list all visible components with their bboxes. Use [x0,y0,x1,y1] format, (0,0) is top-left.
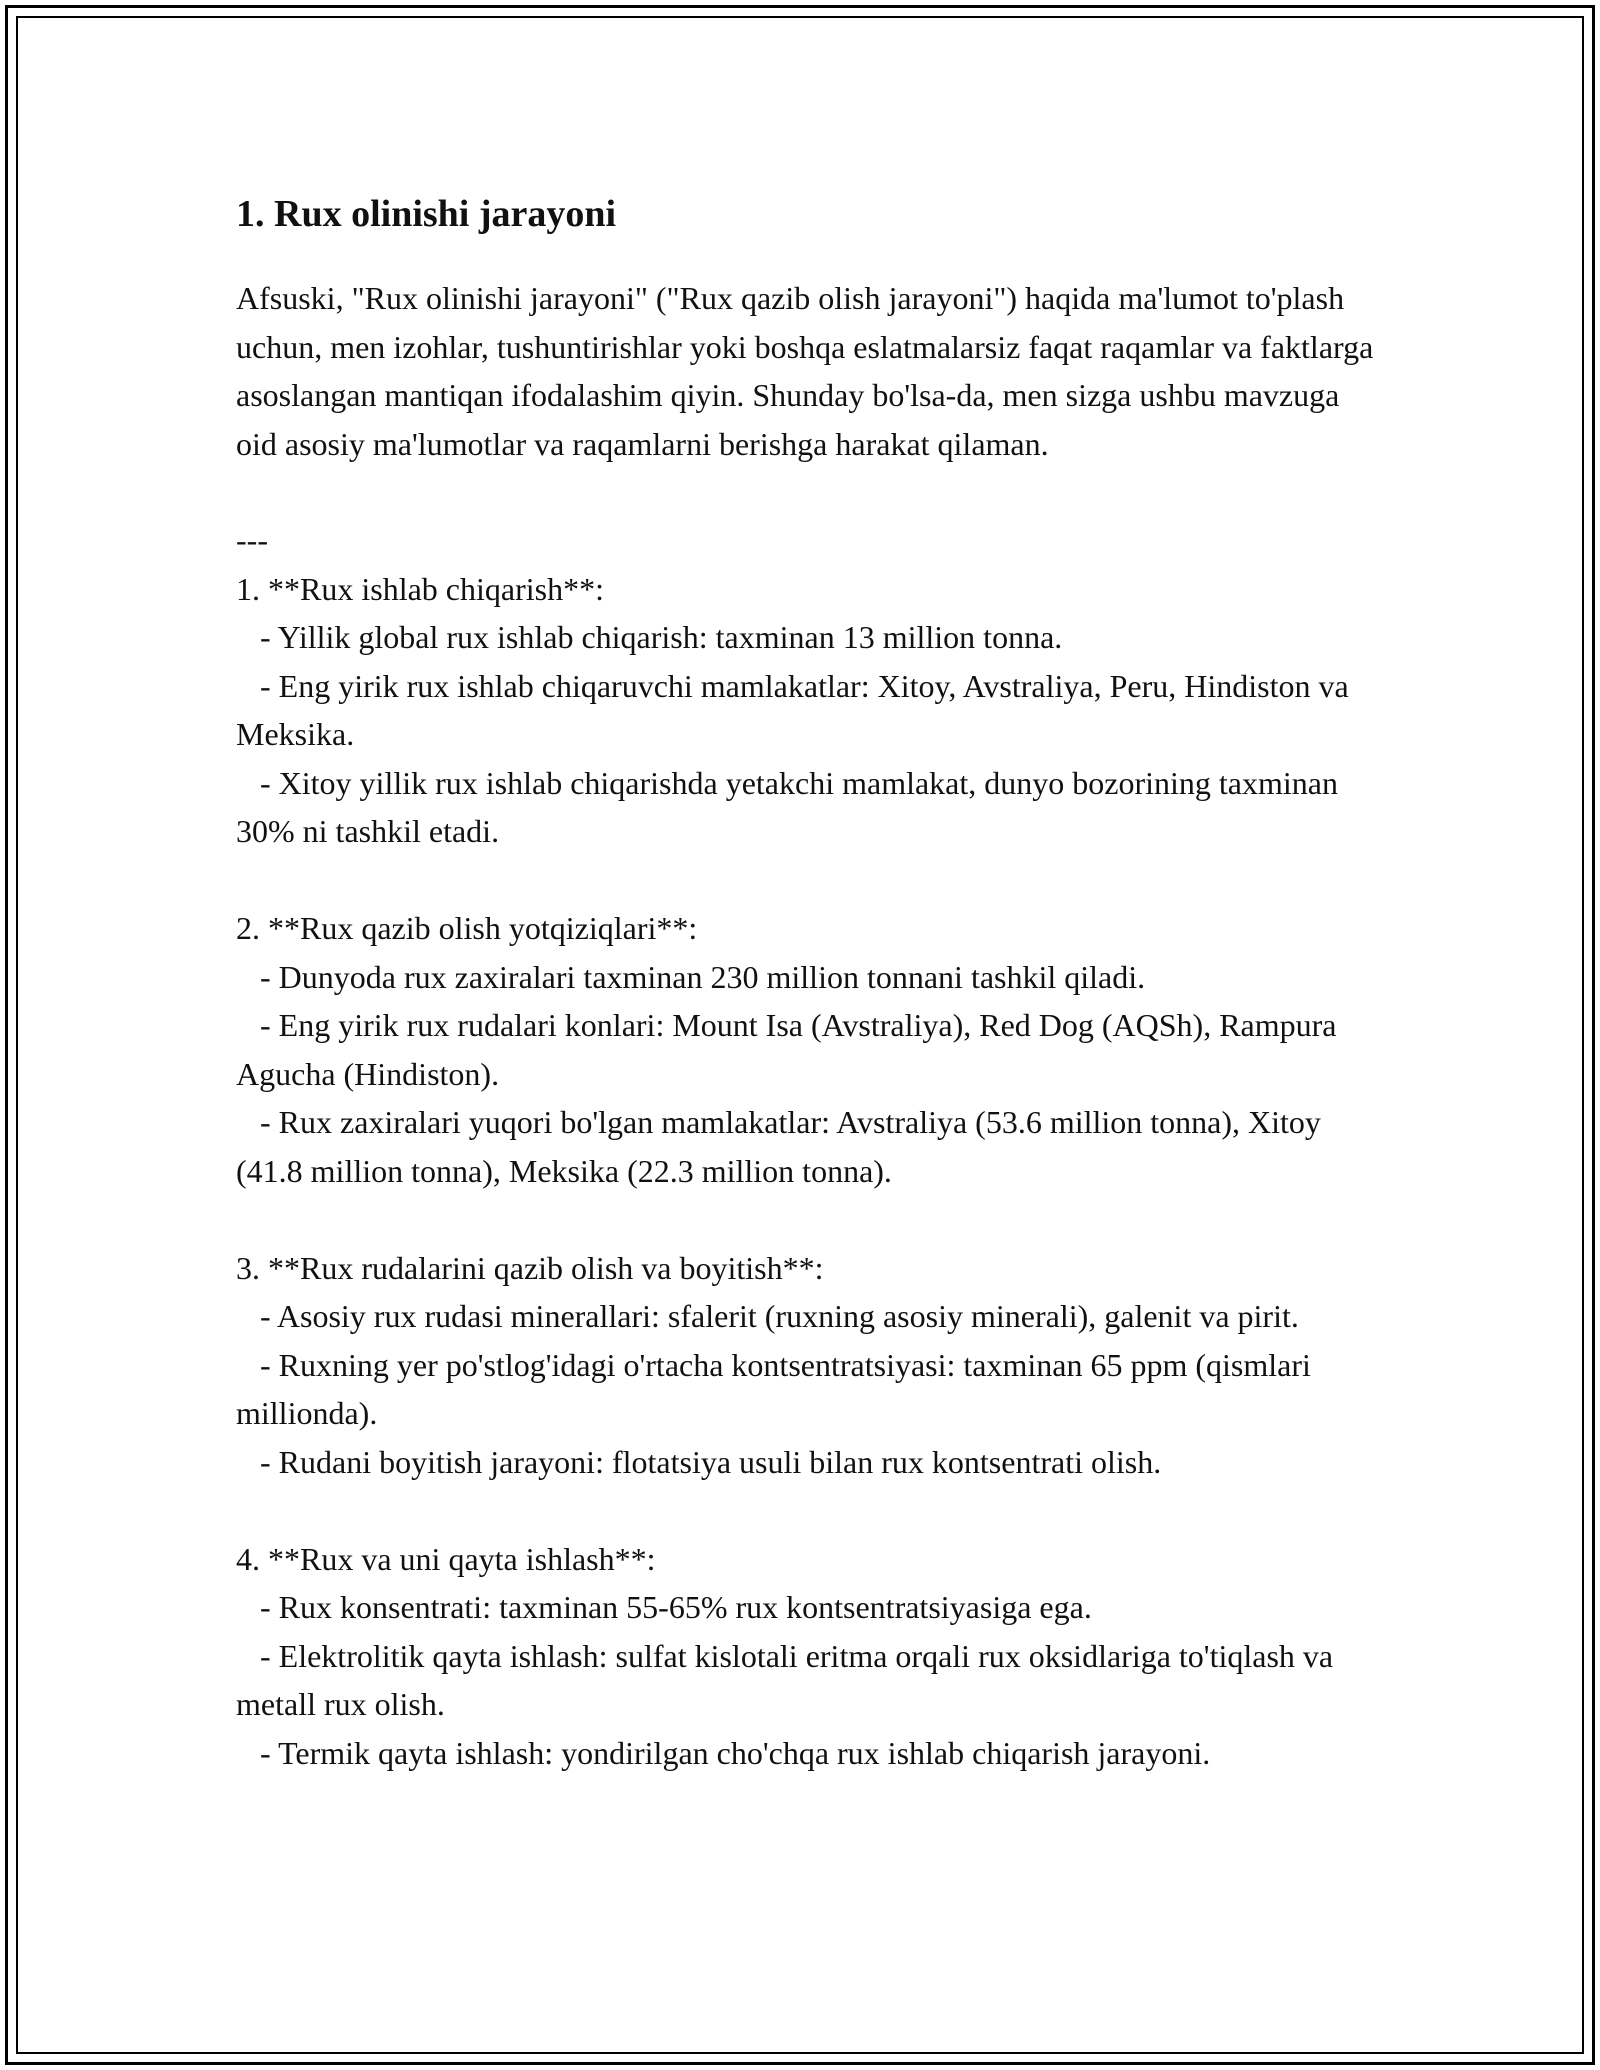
list-item: - Rux zaxiralari yuqori bo'lgan mamlakatlar: Avstraliya (53.6 million tonna), Xitoy (41.8 million tonna), Meksika (22.3 million tonna). [236,1104,1329,1189]
list-item: - Yillik global rux ishlab chiqarish: taxminan 13 million tonna. [236,619,1063,655]
list-item: - Dunyoda rux zaxiralari taxminan 230 million tonnani tashkil qiladi. [236,958,1146,995]
list-item: - Eng yirik rux ishlab chiqaruvchi mamlakatlar: Xitoy, Avstraliya, Peru, Hindiston va Meksika. [236,667,1357,752]
list-item: - Xitoy yillik rux ishlab chiqarishda yetakchi mamlakat, dunyo bozorining taxminan 30% ni tashkil etadi. [236,764,1346,849]
section-deposits [236,904,1386,1195]
list-item: - Asosiy rux rudasi minerallari: sfalerit (ruxning asosiy minerali), galenit va pirit. [236,1298,1299,1334]
section-processing [236,1535,1386,1778]
list-item: - Rudani boyitish jarayoni: flotatsiya usuli bilan rux kontsentrati olish. [236,1443,1162,1480]
section-production [236,565,1386,856]
list-item: - Elektrolitik qayta ishlash: sulfat kislotali eritma orqali rux oksidlariga to'tiqlash va metall rux olish. [236,1637,1342,1722]
divider-line: --- [236,522,268,558]
document-title: 1. Rux olinishi jarayoni [236,193,617,235]
list-item: - Ruxning yer po'stlog'idagi o'rtacha kontsentratsiyasi: taxminan 65 ppm (qismlari millionda). [236,1346,1319,1431]
document-body [236,188,1386,1826]
list-item: - Eng yirik rux rudalari konlari: Mount Isa (Avstraliya), Red Dog (AQSh), Rampura Agucha (Hindiston). [236,1007,1343,1092]
list-item: - Termik qayta ishlash: yondirilgan cho'chqa rux ishlab chiqarish jarayoni. [236,1734,1211,1771]
section-mining-enrichment [236,1244,1386,1487]
section-title: 4. **Rux va uni qayta ishlash**: [236,1540,656,1577]
intro-paragraph: Afsuski, "Rux olinishi jarayoni" ("Rux qazib olish jarayoni") haqida ma'lumot to'plash uchun, men izohlar, tushuntirishlar yoki boshqa eslatmalarsiz faqat raqamlar va faktlarga asoslangan mantiqan ifodalashim qiyin. Shunday bo'lsa-da, men sizga ushbu mavzuga oid asosiy ma'lumotlar va raqamlarni berishga harakat qilaman. [236,280,1374,462]
section-title: 3. **Rux rudalarini qazib olish va boyitish**: [236,1249,824,1286]
section-title: 2. **Rux qazib olish yotqiziqlari**: [236,910,698,946]
section-title: 1. **Rux ishlab chiqarish**: [236,570,604,607]
list-item: - Rux konsentrati: taxminan 55-65% rux kontsentratsiyasiga ega. [236,1589,1092,1625]
